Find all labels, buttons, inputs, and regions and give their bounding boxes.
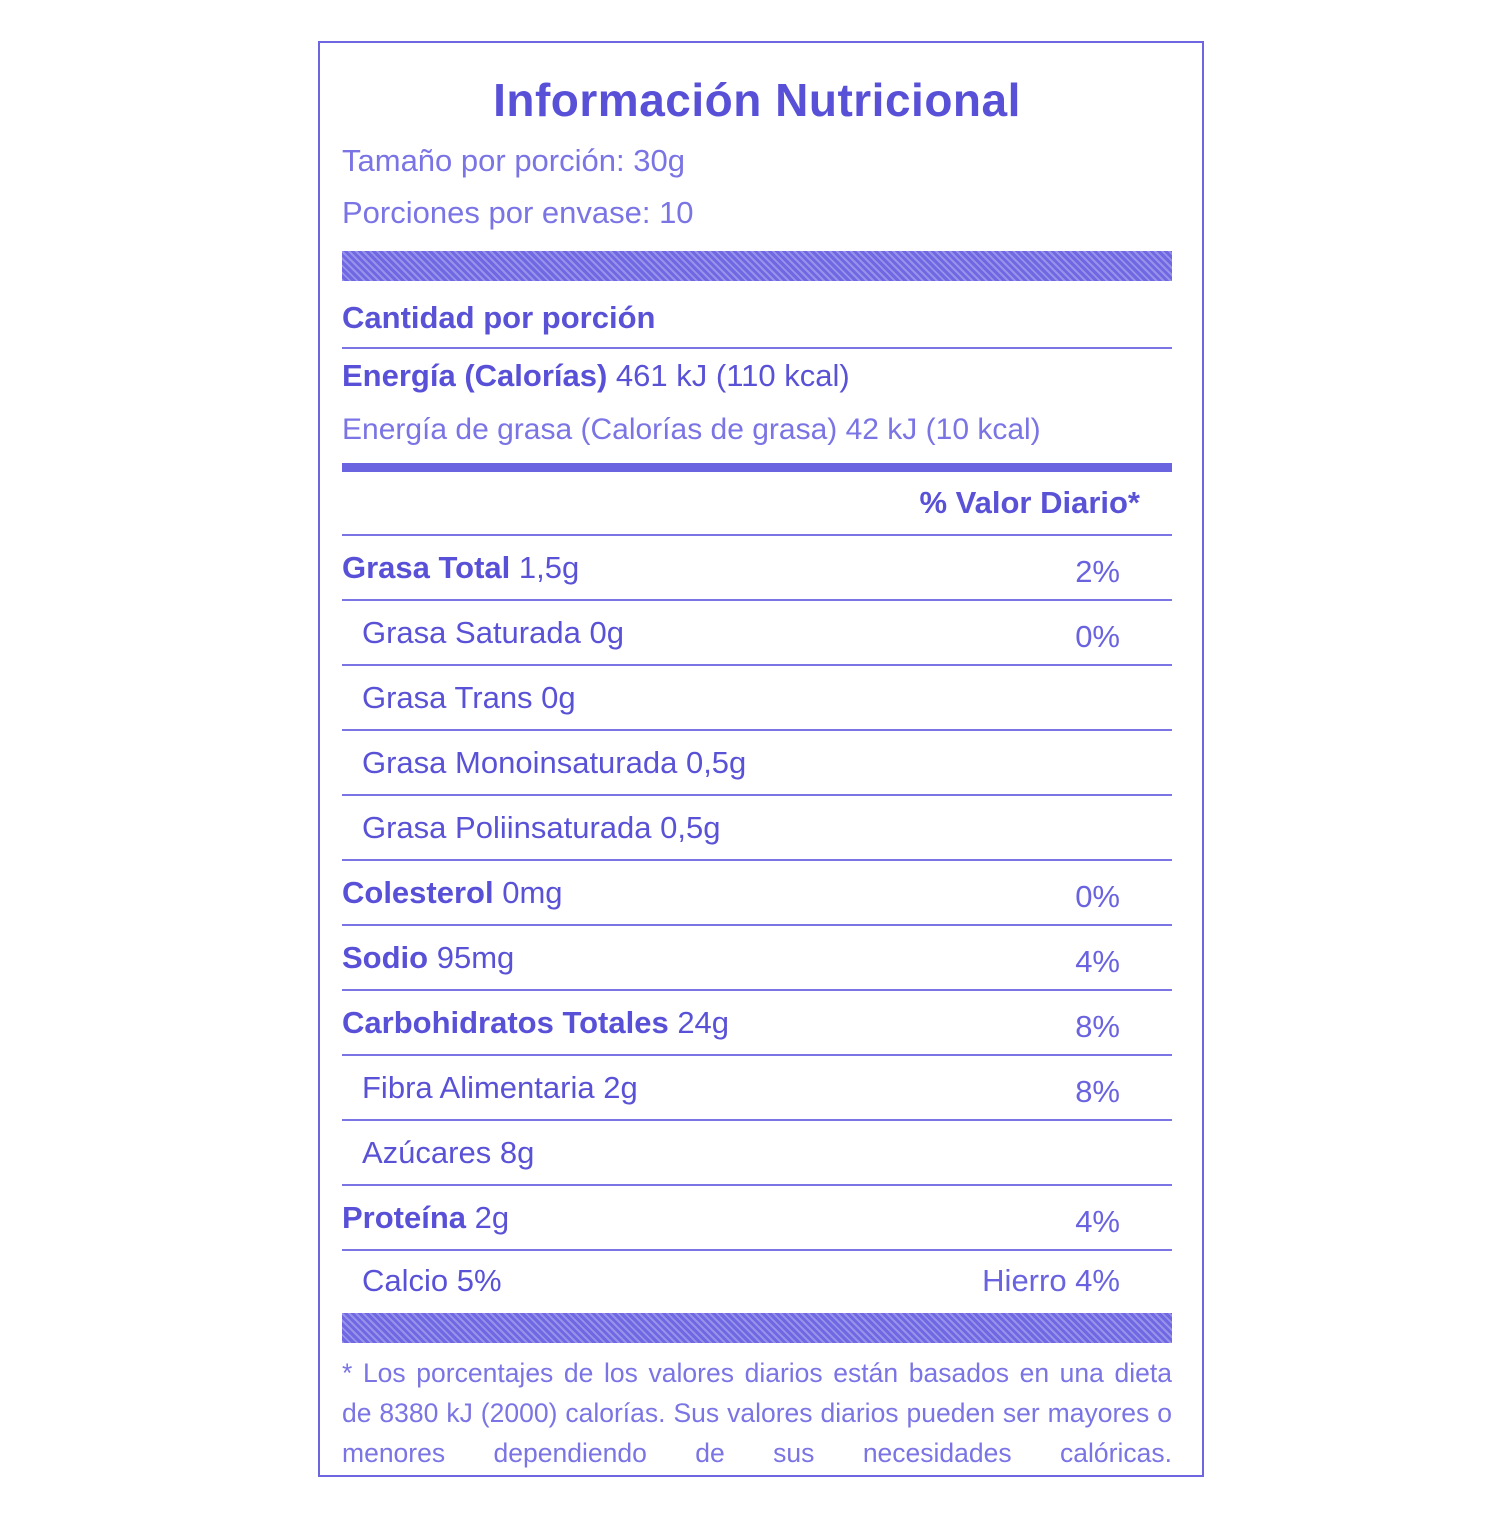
nutrient-row-total-fat <box>342 536 1172 601</box>
nutrient-name: Colesterol <box>342 875 494 910</box>
nutrient-name: Grasa Monoinsaturada 0,5g <box>362 745 747 780</box>
daily-value-header-label: % Valor Diario* <box>919 485 1140 520</box>
label-title: Información Nutricional <box>493 74 1021 126</box>
daily-value-header <box>342 472 1172 536</box>
nutrient-row-sugars <box>342 1121 1172 1186</box>
calcium-value: Calcio 5% <box>362 1263 502 1298</box>
medium-divider <box>342 463 1172 472</box>
nutrient-row-cholesterol <box>342 861 1172 926</box>
nutrient-amount: 1,5g <box>510 550 580 585</box>
nutrient-amount: 2g <box>466 1200 510 1235</box>
servings-per-container: Porciones por envase: 10 <box>342 195 694 230</box>
nutrient-amount: 0mg <box>493 875 563 910</box>
nutrient-row-trans-fat <box>342 666 1172 731</box>
minerals-row <box>342 1251 1172 1307</box>
nutrient-dv: 0% <box>1075 879 1120 914</box>
nutrient-name: Grasa Total <box>342 550 511 585</box>
nutrient-row-saturated-fat <box>342 601 1172 666</box>
energy-row <box>342 349 1172 403</box>
nutrient-name: Sodio <box>342 940 429 975</box>
nutrition-label <box>318 41 1204 1477</box>
nutrition-label-content <box>342 43 1172 1513</box>
nutrient-dv: 4% <box>1075 1204 1120 1239</box>
serving-size: Tamaño por porción: 30g <box>342 143 685 178</box>
nutrient-row-monounsaturated-fat <box>342 731 1172 796</box>
nutrient-row-protein <box>342 1186 1172 1251</box>
nutrient-row-total-carbohydrates <box>342 991 1172 1056</box>
energy-fat-row: Energía de grasa (Calorías de grasa) 42 kJ (10 kcal) <box>342 413 1041 446</box>
nutrient-row-sodium <box>342 926 1172 991</box>
amount-per-serving: Cantidad por porción <box>342 287 1172 349</box>
footnote: * Los porcentajes de los valores diarios están basados en una dieta de 8380 kJ (2000) calorías. Sus valores diarios pueden ser mayores o menores dependiendo de sus necesidades calóricas. <box>342 1358 1172 1468</box>
energy-label: Energía (Calorías) <box>342 358 608 393</box>
nutrient-name: Proteína <box>342 1200 467 1235</box>
thick-divider-top <box>342 251 1172 281</box>
nutrient-name: Grasa Saturada 0g <box>362 615 624 650</box>
nutrient-dv: 4% <box>1075 944 1120 979</box>
nutrient-name: Azúcares 8g <box>362 1135 535 1170</box>
nutrient-row-dietary-fiber <box>342 1056 1172 1121</box>
nutrient-name: Grasa Trans 0g <box>362 680 576 715</box>
energy-value: 461 kJ (110 kcal) <box>607 358 850 393</box>
nutrient-dv: 8% <box>1075 1074 1120 1109</box>
nutrient-row-polyunsaturated-fat <box>342 796 1172 861</box>
nutrient-dv: 2% <box>1075 554 1120 589</box>
nutrient-name: Grasa Poliinsaturada 0,5g <box>362 810 721 845</box>
nutrient-amount: 24g <box>668 1005 730 1040</box>
nutrient-amount: 95mg <box>428 940 515 975</box>
nutrient-name: Carbohidratos Totales <box>342 1005 669 1040</box>
thick-divider-bottom <box>342 1313 1172 1343</box>
iron-value: Hierro 4% <box>982 1263 1120 1298</box>
nutrient-dv: 0% <box>1075 619 1120 654</box>
nutrient-name: Fibra Alimentaria 2g <box>362 1070 638 1105</box>
nutrient-dv: 8% <box>1075 1009 1120 1044</box>
